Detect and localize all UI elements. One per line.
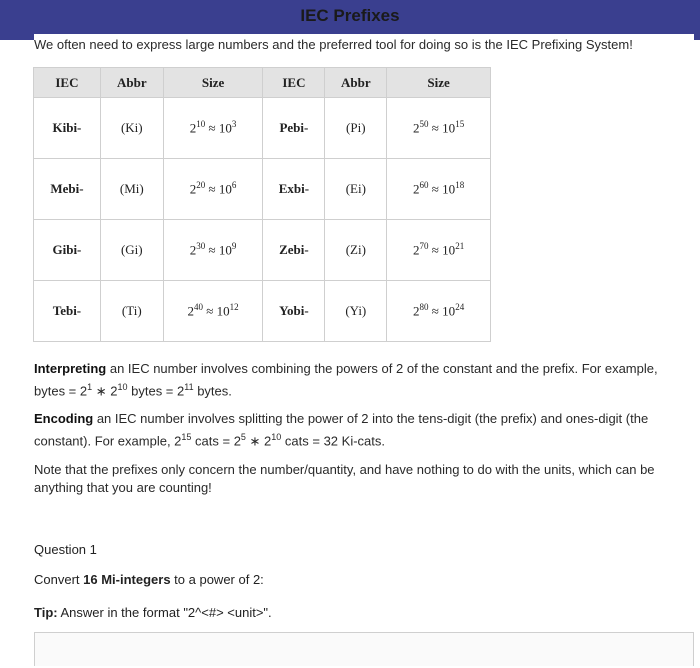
prefix-size: $2^{20} \approx 10^6$: [163, 159, 263, 220]
interpreting-example: bytes.: [193, 383, 232, 399]
prefix-abbr: (Mi): [100, 159, 163, 220]
exponent: 10: [196, 119, 206, 130]
table-row: [34, 220, 491, 281]
prefix-abbr: (Gi): [100, 220, 163, 281]
exponent: 30: [196, 241, 206, 252]
exponent: 11: [184, 382, 194, 392]
prefix-name: Mebi-: [34, 159, 101, 220]
interpreting-example: ∗ 2: [92, 383, 118, 399]
header-abbr: Abbr: [100, 68, 163, 98]
encoding-paragraph: [34, 410, 700, 450]
encoding-lead: Encoding: [34, 411, 94, 426]
prefix-name: Zebi-: [263, 220, 325, 281]
page-title: IEC Prefixes: [300, 6, 400, 25]
prefix-abbr: (Pi): [325, 98, 387, 159]
exponent: 40: [194, 302, 204, 313]
exponent: 60: [419, 180, 429, 191]
question-tip: [34, 605, 272, 620]
interpreting-text: an IEC number involves combining the powers of 2 of the constant and the prefix. For example,: [106, 361, 658, 376]
header-size-2: Size: [387, 68, 491, 98]
interpreting-paragraph: [34, 360, 700, 400]
prefix-name: Pebi-: [263, 98, 325, 159]
tip-label: Tip:: [34, 605, 58, 620]
interpreting-example: bytes = 2: [127, 383, 185, 399]
prefix-size: $2^{50} \approx 10^{15}$: [387, 98, 491, 159]
header-iec: IEC: [34, 68, 101, 98]
prefix-size: $2^{70} \approx 10^{21}$: [387, 220, 491, 281]
exponent: 1: [87, 382, 93, 392]
prefix-abbr: (Ti): [100, 281, 163, 342]
prefix-name: Tebi-: [34, 281, 101, 342]
note-paragraph: [34, 461, 700, 497]
exponent: 50: [419, 119, 429, 130]
prefix-abbr: (Ki): [100, 98, 163, 159]
question-text: [34, 572, 264, 587]
prefix-name: Yobi-: [263, 281, 325, 342]
encoding-text: an IEC number involves splitting the power of 2 into the tens-digit (the prefix) and ones-digit (the: [93, 411, 649, 426]
table-row: [34, 98, 491, 159]
tip-text: Answer in the format "2^<#> <unit>".: [57, 605, 272, 620]
intro-text: We often need to express large numbers and the preferred tool for doing so is the IEC Prefixing System!: [34, 34, 694, 56]
question-bold: 16 Mi-integers: [83, 572, 171, 587]
prefix-size: $2^{80} \approx 10^{24}$: [387, 281, 491, 342]
exponent: 9: [231, 241, 237, 252]
header-abbr-2: Abbr: [325, 68, 387, 98]
exponent: 6: [231, 180, 237, 191]
prefix-size: $2^{30} \approx 10^9$: [163, 220, 263, 281]
table-header-row: [34, 68, 491, 98]
exponent: 15: [455, 119, 465, 130]
header-iec-2: IEC: [263, 68, 325, 98]
prefix-abbr: (Yi): [325, 281, 387, 342]
note-line-1: Note that the prefixes only concern the number/quantity, and have nothing to do with the units, which can be: [34, 462, 655, 477]
prefix-name: Exbi-: [263, 159, 325, 220]
exponent: 24: [455, 302, 465, 313]
exponent: 10: [271, 432, 282, 442]
header-size: Size: [163, 68, 263, 98]
prefix-abbr: (Ei): [325, 159, 387, 220]
table-row: [34, 159, 491, 220]
prefix-name: Gibi-: [34, 220, 101, 281]
exponent: 10: [117, 382, 128, 392]
interpreting-example: bytes = 2: [34, 383, 88, 399]
prefix-size: $2^{10} \approx 10^3$: [163, 98, 263, 159]
exponent: 70: [419, 241, 429, 252]
answer-input[interactable]: [34, 632, 694, 666]
interpreting-lead: Interpreting: [34, 361, 107, 376]
question-pre: Convert: [34, 572, 84, 587]
exponent: 18: [455, 180, 465, 191]
prefix-name: Kibi-: [34, 98, 101, 159]
encoding-example: constant). For example, 2: [34, 433, 182, 449]
exponent: 21: [455, 241, 465, 252]
note-line-2: anything that you are counting!: [34, 480, 212, 495]
question-title: Question 1: [34, 542, 97, 557]
question-post: to a power of 2:: [170, 572, 264, 587]
prefix-size: $2^{40} \approx 10^{12}$: [163, 281, 263, 342]
exponent: 12: [229, 302, 239, 313]
prefix-size: $2^{60} \approx 10^{18}$: [387, 159, 491, 220]
prefix-abbr: (Zi): [325, 220, 387, 281]
encoding-example: cats = 32 Ki-cats.: [281, 433, 385, 449]
exponent: 80: [419, 302, 429, 313]
table-row: [34, 281, 491, 342]
exponent: 5: [240, 432, 246, 442]
encoding-example: cats = 2: [191, 433, 241, 449]
exponent: 15: [181, 432, 192, 442]
exponent: 3: [231, 119, 237, 130]
exponent: 20: [196, 180, 206, 191]
iec-prefix-table: [33, 67, 491, 342]
encoding-example: ∗ 2: [245, 433, 272, 449]
